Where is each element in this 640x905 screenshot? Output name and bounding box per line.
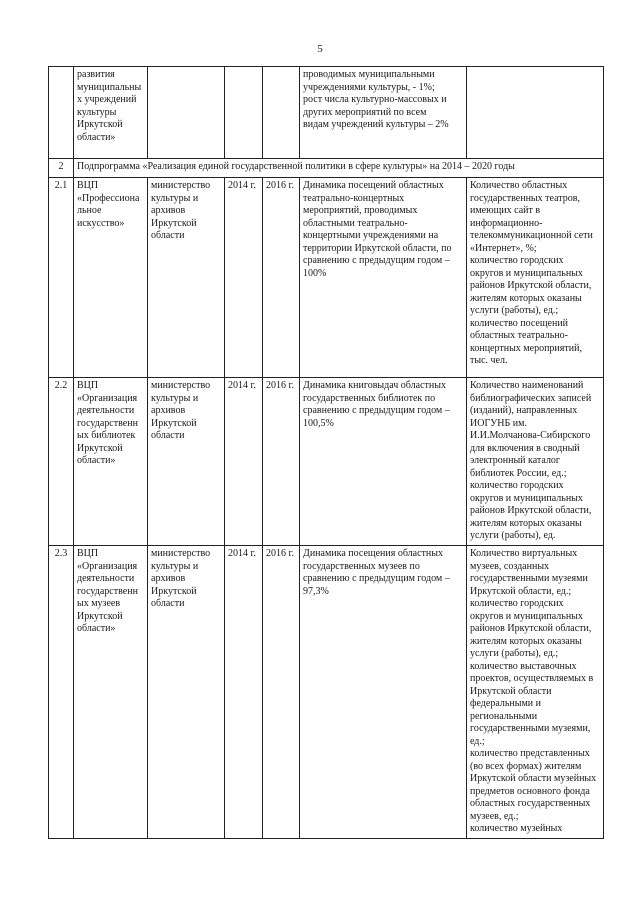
executor-cell: министерство культуры и архивов Иркутской области bbox=[148, 178, 225, 378]
program-cell: ВЦП «Профессиона льное искусство» bbox=[74, 178, 148, 378]
target-cell: проводимых муниципальными учреждениями культуры, - 1%; рост числа культурно-массовых и других мероприятий по всем видам учреждений культуры – 2% bbox=[300, 67, 467, 159]
executor-cell: министерство культуры и архивов Иркутской области bbox=[148, 378, 225, 546]
end-year-cell: 2016 г. bbox=[263, 378, 300, 546]
indicators-cell: Количество виртуальных музеев, созданных государственными музеями Иркутской области, ед.; количество городских округов и муниципальных районов Иркутской области, жителям которых оказаны услуги (работы), ед.; количество выставочных проектов, осуществляемых в Иркутской области федеральными и региональными государственными музеями, ед.; количество представленных (во всех формах) жителям Иркутской области музейных предметов основного фонда областных государственных музеев, ед.; количество музейных bbox=[467, 546, 604, 839]
end-year-cell: 2016 г. bbox=[263, 546, 300, 839]
end-year-cell bbox=[263, 67, 300, 159]
target-cell: Динамика посещения областных государственных музеев по сравнению с предыдущим годом – 97,3% bbox=[300, 546, 467, 839]
start-year-cell: 2014 г. bbox=[225, 378, 263, 546]
executor-cell bbox=[148, 67, 225, 159]
program-cell: ВЦП «Организация деятельности государственн ых музеев Иркутской области» bbox=[74, 546, 148, 839]
page-number: 5 bbox=[317, 43, 323, 55]
table-row bbox=[49, 378, 604, 546]
program-cell: ВЦП «Организация деятельности государственн ых библиотек Иркутской области» bbox=[74, 378, 148, 546]
program-cell: развития муниципальны х учреждений культуры Иркутской области» bbox=[74, 67, 148, 159]
start-year-cell: 2014 г. bbox=[225, 546, 263, 839]
row-number: 2.2 bbox=[49, 378, 74, 546]
table-row bbox=[49, 178, 604, 378]
section-row bbox=[49, 159, 604, 178]
section-number: 2 bbox=[49, 159, 74, 178]
table-row bbox=[49, 546, 604, 839]
end-year-cell: 2016 г. bbox=[263, 178, 300, 378]
start-year-cell: 2014 г. bbox=[225, 178, 263, 378]
indicators-cell: Количество наименований библиографических записей (изданий), направленных ИОГУНБ им. И.И.Молчанова-Сибирского для включения в сводный электронный каталог библиотек России, ед.; количество городских округов и муниципальных районов Иркутской области, жителям которых оказаны услуги (работы), ед. bbox=[467, 378, 604, 546]
row-number: 2.1 bbox=[49, 178, 74, 378]
target-cell: Динамика посещений областных театрально-концертных мероприятий, проводимых областными театрально- концертными учреждениями на территории Иркутской области, по сравнению с предыдущим годом – 100% bbox=[300, 178, 467, 378]
section-title: Подпрограмма «Реализация единой государственной политики в сфере культуры» на 2014 – 2020 годы bbox=[74, 159, 604, 178]
num-cell bbox=[49, 67, 74, 159]
indicators-cell bbox=[467, 67, 604, 159]
target-cell: Динамика книговыдач областных государственных библиотек по сравнению с предыдущим годом – 100,5% bbox=[300, 378, 467, 546]
indicators-cell: Количество областных государственных театров, имеющих сайт в информационно- телекоммуникационной сети «Интернет», %; количество городских округов и муниципальных районов Иркутской области, жителям которых оказаны услуги (работы), ед.; количество посещений областных театрально- концертных мероприятий, тыс. чел. bbox=[467, 178, 604, 378]
row-number: 2.3 bbox=[49, 546, 74, 839]
start-year-cell bbox=[225, 67, 263, 159]
table-row-continuation bbox=[49, 67, 604, 159]
program-table bbox=[48, 66, 604, 839]
executor-cell: министерство культуры и архивов Иркутской области bbox=[148, 546, 225, 839]
